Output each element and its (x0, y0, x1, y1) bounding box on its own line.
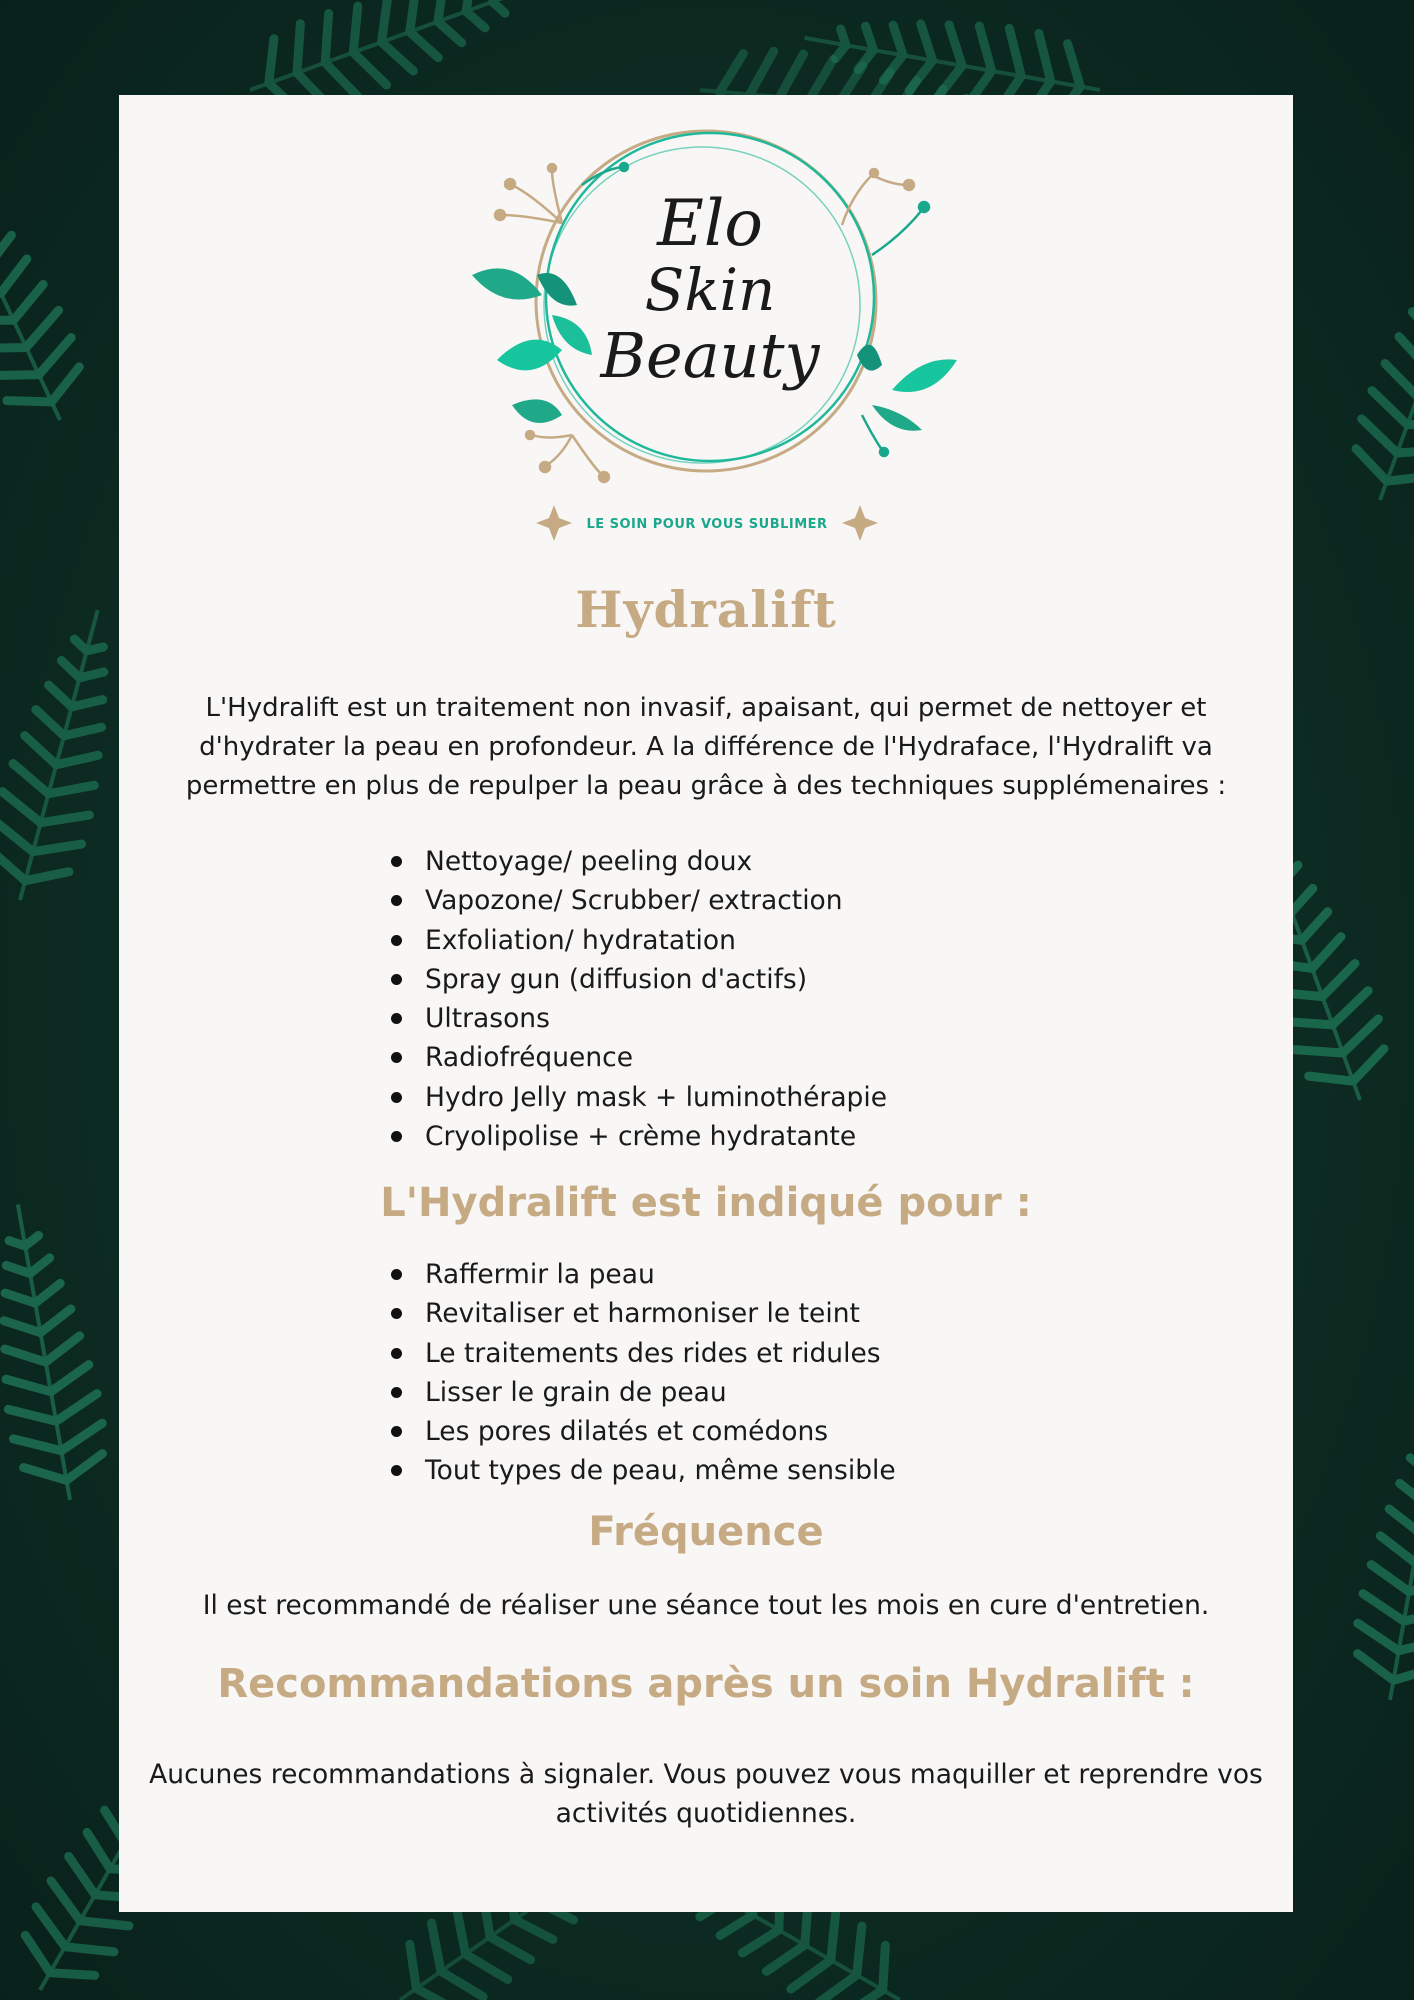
list-item: Nettoyage/ peeling doux (391, 842, 887, 881)
recommendations-heading: Recommandations après un soin Hydralift : (217, 1661, 1195, 1707)
list-item: Lisser le grain de peau (391, 1373, 896, 1412)
recommendations-text: Aucunes recommandations à signaler. Vous pouvez vous maquiller et reprendre vos activités quotidiennes. (149, 1759, 1263, 1829)
logo-wordmark-beauty: Beauty (600, 319, 820, 392)
list-item: Spray gun (diffusion d'actifs) (391, 960, 887, 999)
intro-paragraph: L'Hydralift est un traitement non invasif, apaisant, qui permet de nettoyer et d'hydrater la peau en profondeur. A la différence de l'Hydraface, l'Hydralift va permettre en plus de repulper la peau grâce à des techniques supplémenaires : (185, 693, 1227, 801)
list-item: Vapozone/ Scrubber/ extraction (391, 881, 887, 920)
indications-list (391, 1255, 896, 1491)
frequency-heading: Fréquence (588, 1509, 824, 1555)
list-item: Revitaliser et harmoniser le teint (391, 1294, 896, 1333)
list-item: Radiofréquence (391, 1038, 887, 1077)
page-title: Hydralift (575, 580, 837, 639)
list-item: Exfoliation/ hydratation (391, 921, 887, 960)
list-item: Ultrasons (391, 999, 887, 1038)
list-item: Les pores dilatés et comédons (391, 1412, 896, 1451)
list-item: Raffermir la peau (391, 1255, 896, 1294)
brand-logo (452, 105, 960, 545)
indications-heading: L'Hydralift est indiqué pour : (380, 1180, 1032, 1226)
logo-wordmark-skin: Skin (644, 256, 776, 324)
list-item: Cryolipolise + crème hydratante (391, 1117, 887, 1156)
list-item: Hydro Jelly mask + luminothérapie (391, 1078, 887, 1117)
list-item: Tout types de peau, même sensible (391, 1451, 896, 1490)
list-item: Le traitements des rides et ridules (391, 1334, 896, 1373)
frequency-text: Il est recommandé de réaliser une séance tout les mois en cure d'entretien. (202, 1590, 1210, 1621)
svg-text:LE SOIN POUR VOUS SUBLIMER: LE SOIN POUR VOUS SUBLIMER (586, 517, 828, 532)
logo-wordmark-elo: Elo (657, 187, 763, 261)
info-card (119, 95, 1293, 1912)
techniques-list (391, 842, 887, 1156)
